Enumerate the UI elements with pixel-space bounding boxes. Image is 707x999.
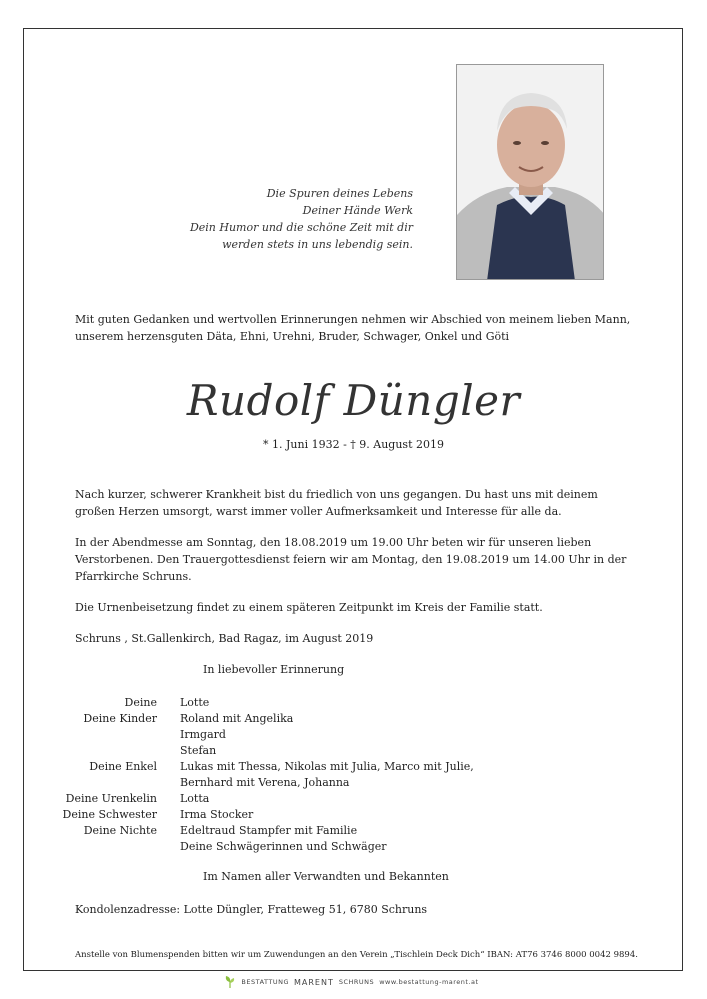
donation-note: Anstelle von Blumenspenden bitten wir um Zuwendungen an den Verein „Tischlein Deck Dich“ IBAN: AT76 3746 8000 0042 9894. (75, 950, 638, 960)
footer (0, 975, 707, 989)
family-list (0, 695, 474, 855)
portrait-photo (456, 64, 604, 280)
family-role: Deine Enkel (89, 760, 157, 773)
family-role: Deine (124, 696, 157, 709)
footer-label: BESTATTUNG (241, 978, 289, 986)
footer-place: SCHRUNS (338, 978, 375, 986)
paragraph: Schruns , St.Gallenkirch, Bad Ragaz, im August 2019 (75, 632, 374, 645)
body-text (75, 486, 640, 661)
family-row (0, 759, 474, 791)
family-member: Irmgard (180, 728, 226, 741)
family-row (0, 823, 474, 855)
family-row (0, 711, 474, 759)
family-member: Roland mit Angelika (180, 712, 294, 725)
relatives-line: Im Namen aller Verwandten und Bekannten (203, 870, 449, 883)
family-member: Irma Stocker (180, 808, 254, 821)
poem (190, 185, 413, 253)
family-member: Deine Schwägerinnen und Schwäger (180, 840, 387, 853)
family-role: Deine Nichte (83, 824, 157, 837)
family-role: Deine Kinder (83, 712, 157, 725)
family-member: Lotta (180, 792, 210, 805)
poem-line: werden stets in uns lebendig sein. (222, 238, 413, 251)
life-dates: * 1. Juni 1932 - † 9. August 2019 (263, 438, 444, 451)
poem-line: Die Spuren deines Lebens (266, 187, 413, 200)
family-role: Deine Schwester (62, 808, 157, 821)
family-member: Bernhard mit Verena, Johanna (180, 776, 350, 789)
footer-brand: MARENT (294, 977, 334, 987)
condolence-address: Kondolenzadresse: Lotte Düngler, Fratteweg 51, 6780 Schruns (75, 903, 428, 916)
family-member: Stefan (180, 744, 217, 757)
family-row (0, 791, 474, 807)
leaf-logo-icon (223, 975, 237, 989)
poem-line: Dein Humor und die schöne Zeit mit dir (189, 221, 413, 234)
deceased-name: Rudolf Düngler (186, 376, 521, 425)
paragraph: In der Abendmesse am Sonntag, den 18.08.2019 um 19.00 Uhr beten wir für unseren lieben Verstorbenen. Den Trauergottesdienst feiern wir am Montag, den 19.08.2019 um 14.00 Uhr in der Pfarrkirche Schruns. (75, 536, 627, 583)
family-row (0, 695, 474, 711)
paragraph: Nach kurzer, schwerer Krankheit bist du friedlich von uns gegangen. Du hast uns mit deinem großen Herzen umsorgt, warst immer voller Aufmerksamkeit und Interesse für alle da. (75, 488, 598, 518)
family-member: Lotte (180, 696, 210, 709)
poem-line: Deiner Hände Werk (302, 204, 413, 217)
memory-line: In liebevoller Erinnerung (203, 663, 345, 676)
intro-text: Mit guten Gedanken und wertvollen Erinnerungen nehmen wir Abschied von meinem lieben Mann, unserem herzensguten Däta, Ehni, Urehni, Bruder, Schwager, Onkel und Göti (75, 313, 631, 343)
paragraph: Die Urnenbeisetzung findet zu einem späteren Zeitpunkt im Kreis der Familie statt. (75, 601, 543, 614)
family-member: Lukas mit Thessa, Nikolas mit Julia, Marco mit Julie, (180, 760, 474, 773)
family-row (0, 807, 474, 823)
family-member: Edeltraud Stampfer mit Familie (180, 824, 358, 837)
family-role: Deine Urenkelin (65, 792, 157, 805)
footer-url: www.bestattung-marent.at (379, 978, 479, 986)
